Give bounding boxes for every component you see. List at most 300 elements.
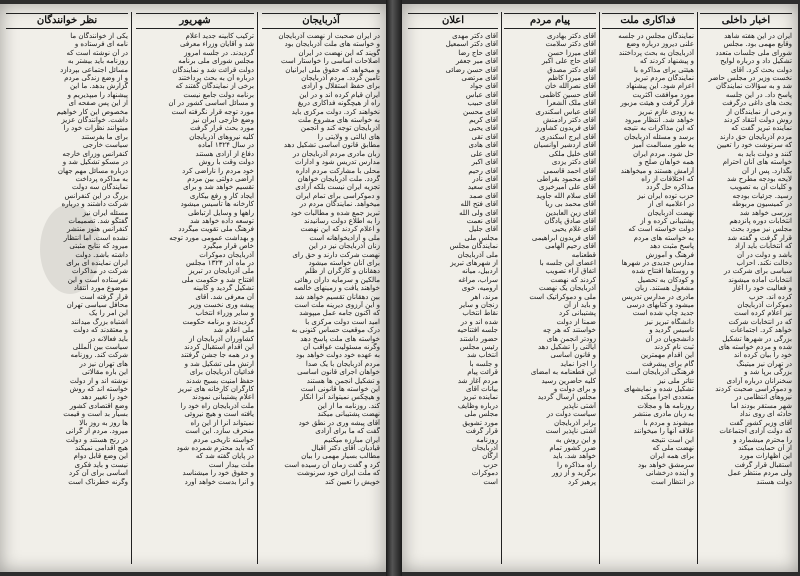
text-line: این خواسته ها قانونی است bbox=[300, 385, 380, 394]
text-line: خویش را تعیین کند bbox=[325, 477, 380, 486]
column-rule bbox=[131, 12, 132, 564]
text-line: دولت بحث کرد. آقای bbox=[731, 65, 792, 74]
text-line: در سال ۱۳۲۴ آماده bbox=[198, 141, 254, 150]
text-line: آقای زین العابدین bbox=[545, 208, 596, 217]
text-line: سیاست خارجی bbox=[82, 141, 128, 150]
text-line: آقای حسن رضائی bbox=[445, 65, 498, 74]
text-line: پاسخ داد. در این جلسه bbox=[725, 90, 792, 99]
text-line: مالکین و سرمایه داران رهائی bbox=[294, 275, 380, 284]
text-line: آقای دکتر اسمعیل bbox=[445, 40, 498, 49]
text-line: از شهرهای تبریز bbox=[450, 258, 498, 267]
text-line: گفتگو شد. تصمیمات bbox=[68, 216, 128, 225]
text-line: این باره مقالاتی bbox=[82, 368, 128, 377]
text-line: نماینده تبریز bbox=[462, 393, 498, 402]
text-line: کند. روزنامه ما از این bbox=[317, 401, 380, 410]
text-line: داشت. خوانندگان عزیز bbox=[61, 116, 128, 125]
text-line: پرهیز کرد bbox=[567, 477, 596, 486]
text-line: همه خواهان صلح و bbox=[638, 158, 694, 167]
text-line: مسائل اجتماعی بپردازد bbox=[60, 65, 128, 74]
text-line: شده و مردم خواسته های bbox=[718, 343, 792, 352]
text-line: زنجان و سایر bbox=[459, 301, 498, 309]
text-line: آقای رحیم الهامی bbox=[545, 242, 596, 251]
text-line: ایران مبارزه میکنیم bbox=[323, 435, 380, 444]
text-line: ملت آذربایجان راه خود را bbox=[180, 401, 254, 410]
text-line: نهضت پشتیبانی میکند bbox=[317, 410, 380, 419]
text-line: و بهداشت عمومی مورد توجه bbox=[169, 233, 254, 242]
text-line: برسد و مسئله آذربایجان bbox=[624, 132, 694, 141]
text-line: بسیار بد است و قیمت bbox=[63, 410, 128, 419]
text-line: که در انتخابات شرکت bbox=[728, 317, 792, 326]
right-col-3 bbox=[504, 10, 596, 566]
text-line: خواسته تاریخی مردم bbox=[193, 435, 254, 444]
text-line: قیادیان. آقای دکتر اقبال bbox=[311, 443, 380, 452]
text-line: پیشه وری نخست وزیر bbox=[188, 301, 254, 309]
text-line: و از وضع زندگی مردم bbox=[64, 74, 128, 83]
text-line: شد و به سؤالات نمایندگان bbox=[716, 82, 792, 91]
text-line: مرند، اهر bbox=[470, 292, 498, 301]
text-line: آقای احمد قاسمی bbox=[543, 166, 596, 175]
text-line: رسید. جزئیات بودجه bbox=[732, 191, 792, 200]
text-line: مخصوص این کار خواهیم bbox=[56, 107, 128, 116]
text-line: میرود. مردم از گرانی bbox=[65, 427, 128, 436]
text-line: مادری در مدارس تدریس bbox=[621, 292, 694, 301]
text-line: آذربایجان دموکرات bbox=[199, 250, 254, 259]
text-line: آقای حسین کاظمی bbox=[539, 90, 596, 99]
text-line: تبریز جمع شده و مطالبات خود bbox=[290, 208, 380, 217]
column-rule bbox=[697, 12, 698, 564]
text-line: و قانون اساسی bbox=[550, 351, 596, 360]
text-line: قرار گرفت bbox=[465, 427, 498, 436]
text-line: قطعنامه bbox=[571, 250, 596, 259]
book-gutter bbox=[386, 0, 402, 576]
text-line: شورای ملی جلسات متعدد bbox=[715, 48, 792, 57]
text-line: لایحه بودجه مطرح شد bbox=[726, 174, 792, 183]
text-line: بزرگی برپا شد و bbox=[744, 368, 792, 377]
text-line: مورد بحث قرار گرفت bbox=[190, 124, 254, 133]
text-line: درباره وظایف bbox=[457, 401, 498, 410]
text-line: حضور داشتند bbox=[459, 334, 498, 343]
text-line: برای حفظ استقلال و آزادی bbox=[301, 82, 380, 91]
text-line: کنفرانس وزرای خارجه bbox=[62, 149, 128, 158]
text-line: ملی و دموکراتیک است bbox=[529, 292, 596, 301]
text-line: که انتخابات باید آزاد bbox=[734, 242, 792, 251]
text-line: گردیدند. در جلسه امروز bbox=[184, 48, 254, 57]
text-line: که ملت ایران خود سرنوشت bbox=[297, 469, 380, 478]
text-line: تاسیس گردید و bbox=[649, 326, 694, 335]
text-line: نشده است. اما انتظار bbox=[63, 233, 128, 242]
text-line: و برخی از نمایندگان از bbox=[726, 107, 792, 116]
text-line: گام برای پیشرفت bbox=[642, 359, 694, 368]
text-line: کشاورزان آذربایجان از bbox=[189, 334, 254, 343]
text-line: حادثه ای روی نداد bbox=[739, 410, 792, 419]
column-heading: شهریور bbox=[136, 13, 254, 29]
text-line: خواهند یافت و زمینهای خالصه bbox=[293, 284, 380, 293]
column-heading: پیام مردم bbox=[504, 13, 596, 29]
text-line: آقای جواد bbox=[469, 82, 498, 91]
text-line: است bbox=[483, 477, 498, 486]
column-rule bbox=[501, 12, 502, 564]
text-line: ولی مردم منتظر عمل bbox=[727, 469, 792, 478]
text-line: وضع خارجی ایران نیز bbox=[191, 116, 254, 125]
text-line: راه از هیچگونه فداکاری دریغ bbox=[297, 99, 380, 108]
text-line: خواستند که هر چه bbox=[542, 326, 596, 335]
text-line: ضرر کشور تمام bbox=[549, 443, 596, 452]
column-rule bbox=[599, 12, 600, 564]
text-line: اراضی دولتی بین مردم bbox=[187, 174, 254, 183]
text-line: نامه ای فرستاده و bbox=[74, 40, 128, 49]
text-line: مردم آغاز شد bbox=[457, 376, 498, 385]
text-line: مسئله ایران نیز bbox=[82, 208, 128, 217]
text-line: منحرف سازد. این است bbox=[185, 427, 254, 436]
text-line: مطابق قانون اساسی تشکیل دهد bbox=[283, 141, 380, 150]
text-line: میخواهد. نمایندگان مردم در bbox=[299, 200, 380, 209]
text-line: استقبال قرار گرفت bbox=[734, 460, 792, 469]
text-line: اعلام پشتیبانی نمودند bbox=[192, 393, 254, 402]
text-line: میتوانند نظرات خود را bbox=[63, 124, 128, 133]
text-line: روزنامه bbox=[476, 435, 498, 444]
text-line: میشود و کتابهای درسی bbox=[626, 301, 694, 309]
text-line: خواهان اجرای قانون اساسی bbox=[297, 368, 380, 377]
text-line: محلی با مشارکت مردم اداره bbox=[295, 166, 380, 175]
text-line: برنامه دولت جامع نیست bbox=[183, 90, 254, 99]
text-line: فرهنگی آذربایجان است bbox=[625, 368, 694, 377]
text-line: آقای دکتر مهدی bbox=[452, 32, 498, 40]
text-line: آقای دکتر مصدق bbox=[547, 65, 596, 74]
text-line: حزب توده ایران نیز bbox=[637, 191, 694, 200]
text-line: کارخانه ها تاسیس میشود bbox=[180, 200, 254, 209]
text-line: از آن حمایت میکند bbox=[738, 443, 792, 452]
text-line: ایالتی را تشکیل دهد bbox=[537, 343, 596, 352]
text-line: حزب bbox=[483, 460, 498, 469]
text-line: آقای فتح الله bbox=[460, 200, 498, 209]
text-line: و میخواهد که حقوق ملی ایرانیان bbox=[285, 65, 380, 74]
text-line: فرهنگ ملی تقویت میگردد bbox=[178, 225, 254, 234]
text-line: این اظهارات مورد bbox=[739, 452, 792, 461]
text-line: آقای مرتضی bbox=[461, 74, 498, 83]
text-line: وگرنه مسئولیت عواقب آن bbox=[303, 343, 380, 352]
text-line: گردد. ملت آذربایجان خواهان bbox=[297, 174, 380, 183]
text-line: فدائیان آذربایجان برای bbox=[189, 368, 254, 377]
text-line: خواهد شد. باید bbox=[552, 452, 596, 461]
text-line: قرار گرفت و هیئت مزبور bbox=[620, 99, 694, 108]
text-line: مورد موافقت اکثریت bbox=[632, 90, 694, 99]
text-line: روش دولت انتقاد کردند bbox=[723, 116, 792, 125]
text-line: آرامش هستند و میخواهند bbox=[620, 166, 694, 175]
text-line: آقای دکتر بهادری bbox=[546, 32, 596, 40]
text-line: درک موقعیت حساس کنونی به bbox=[291, 326, 380, 335]
text-line: راهها و وسایل ارتباطی bbox=[188, 208, 254, 217]
text-line: و روستاها افتتاح شده bbox=[631, 267, 694, 276]
text-line: مشغول هستند. زبان bbox=[634, 284, 694, 293]
text-line: دفاع از آزادی هستند bbox=[195, 149, 254, 158]
column-heading: نظر خوانندگان bbox=[6, 13, 128, 29]
text-line: قرار گرفته است bbox=[79, 292, 128, 301]
text-line: این است نتیجه bbox=[651, 435, 694, 444]
text-line: خواهد کرد. اجتماعات bbox=[730, 326, 792, 335]
text-line: خود را تغییر دهد bbox=[81, 393, 128, 402]
text-line: دخالت نکند. احزاب bbox=[736, 258, 792, 267]
text-line: شد و آقایان وزراء معرفی bbox=[179, 40, 254, 49]
text-line: و دموکراسی صحبت کردند bbox=[715, 385, 792, 394]
text-line: به طور مسالمت آمیز bbox=[632, 141, 694, 150]
text-line: ارومیه، خوی bbox=[461, 284, 498, 293]
text-line: پیشنهاد را میپذیریم و bbox=[67, 90, 128, 99]
text-line: مورد تشویق bbox=[462, 418, 498, 427]
text-line: آقای حبیب bbox=[467, 99, 498, 108]
text-line: تقسیم خواهد شد و برای bbox=[183, 183, 254, 192]
text-line: خود را بیان کرده اند bbox=[733, 351, 792, 360]
text-line: ملت بیدار است bbox=[208, 460, 254, 469]
text-line: و آنرا بدست خواهد آورد bbox=[184, 477, 254, 486]
text-line: و مسائل اساسی کشور در آن bbox=[168, 99, 254, 108]
text-line: در آن نوشته است که bbox=[66, 48, 128, 57]
text-line: این وضع قابل دوام bbox=[73, 452, 128, 461]
text-line: تشکیل داد و درباره لوایح bbox=[720, 57, 792, 66]
text-line: برابر آذربایجان bbox=[553, 418, 596, 427]
text-line: آقای نادر bbox=[472, 174, 498, 183]
text-line: آقای حاج رضا bbox=[458, 48, 498, 57]
column-heading: فداکاری ملت bbox=[602, 13, 694, 29]
text-line: مردم آذربایجان با یک صدا bbox=[305, 359, 380, 368]
text-line: پاسخ مثبت دهد bbox=[649, 242, 694, 251]
text-line: روزنامه ها و مجلات bbox=[637, 401, 694, 410]
text-line: گویند که این نهضت در ایران bbox=[298, 48, 380, 57]
text-line: آقای علی bbox=[470, 149, 498, 158]
text-line: آقای رحیم bbox=[468, 166, 498, 175]
text-line: نمایندگان مردم تبریز bbox=[634, 74, 694, 83]
text-line: و کودکان به تحصیل bbox=[637, 275, 694, 284]
text-line: آقای هادی bbox=[468, 141, 498, 150]
text-line: کلیه نیروهای آذربایجان bbox=[189, 132, 254, 141]
left-col-1 bbox=[262, 10, 380, 566]
text-line: و حقوق خود را میشناسد bbox=[182, 469, 254, 478]
text-line: بین دهقانان تقسیم خواهد شد bbox=[294, 292, 380, 301]
text-line: این اقدام مهمترین bbox=[640, 351, 694, 360]
text-line: آقای فریدون ابراهیمی bbox=[531, 233, 596, 242]
text-line: و آینده درخشانی bbox=[645, 469, 694, 478]
text-line: ملی آذربایجان bbox=[457, 250, 498, 259]
text-line: آقای محمد بی ریا bbox=[545, 200, 596, 209]
text-line: یکی از خوانندگان ما bbox=[70, 32, 128, 40]
text-line: بزرگ در این کنفرانس bbox=[64, 191, 128, 200]
text-line: آقای صمد bbox=[469, 191, 498, 200]
text-line: جلسه افتتاحیه bbox=[457, 326, 498, 335]
text-line: مجلس شورای ملی برنامه bbox=[178, 57, 254, 66]
text-line: شهر مستقر بودند اما bbox=[730, 401, 792, 410]
text-line: آقای حاج علی اکبر bbox=[541, 57, 596, 66]
text-line: در ایران صحبت از نهضت آذربایجان bbox=[278, 32, 380, 40]
text-line: باید فعالانه در bbox=[88, 334, 128, 343]
text-line: ملی و آزادیخواهانه است bbox=[309, 233, 380, 242]
text-line: محافل سیاسی تهران bbox=[66, 301, 128, 309]
text-line: سراب، مراغه bbox=[458, 275, 498, 284]
text-line: زودتر انجمن های bbox=[546, 334, 596, 343]
text-line: و هیچکس نمیتواند آنرا انکار bbox=[300, 393, 380, 402]
text-line: قرائت پیام bbox=[467, 368, 498, 377]
text-line: نخواهند کرد. دولت مرکزی باید bbox=[291, 107, 380, 116]
text-line: دولت هستند bbox=[756, 477, 792, 486]
text-line: زبان مادری مردم آذربایجان در bbox=[292, 149, 380, 158]
text-line: در ماه آذر ۱۳۲۴ مجلس bbox=[186, 258, 254, 267]
text-line: هیچ اقدامی نمیکند bbox=[74, 443, 128, 452]
text-line: آقای کریم bbox=[469, 116, 498, 125]
text-line: آشتی ناپذیر bbox=[562, 401, 596, 410]
text-line: آذربایجان bbox=[471, 443, 498, 452]
text-line: مدارس جدیدی در شهرها bbox=[621, 258, 694, 267]
text-line: اصلاحات اساسی را خواستار است bbox=[280, 57, 380, 66]
text-line: آقای یحیی bbox=[468, 124, 498, 133]
text-line: آقای نعمت bbox=[466, 216, 498, 225]
right-col-1 bbox=[700, 10, 792, 566]
text-line: جدید چاپ شده است bbox=[632, 309, 694, 318]
text-line: را به اطلاع دولت رسانیدند bbox=[303, 216, 380, 225]
text-line: ارگان bbox=[482, 452, 498, 461]
text-line: زنان آذربایجان نیز در این bbox=[308, 242, 380, 251]
text-line: آقای سلام الله جاوید bbox=[536, 191, 596, 200]
text-line: در انتظار است bbox=[651, 477, 694, 486]
text-line: نمایندگان مجلس bbox=[449, 242, 498, 251]
column-heading: آذربایجان bbox=[262, 13, 380, 29]
text-line: آقای خلیل ملکی bbox=[548, 149, 596, 158]
text-line: میشوند و مردم با bbox=[643, 418, 694, 427]
text-line: رئیس مجلس bbox=[459, 343, 498, 352]
text-line: و اعلام کردند که این نهضت bbox=[300, 225, 380, 234]
text-line: و این روش به bbox=[555, 435, 596, 444]
text-line: در کمیسیون مربوطه bbox=[731, 200, 792, 209]
text-line: اردبیل، میانه bbox=[462, 267, 498, 276]
text-line: موضوع مورد انتقاد bbox=[73, 284, 128, 293]
text-line: به مذاکره پرداخت bbox=[75, 174, 128, 183]
text-line: های تهران نیز در bbox=[79, 359, 128, 368]
text-line: بزرگی در شهرها تشکیل bbox=[722, 334, 792, 343]
text-line: برای آنان خواسته میشود bbox=[308, 258, 380, 267]
text-line: نوشته اند و از دولت bbox=[70, 376, 128, 385]
text-line: کلیه حاضرین رسید bbox=[541, 376, 596, 385]
text-line: ملی آذربایجان در تبریز bbox=[188, 267, 254, 276]
text-line: آقای دکتر یزدی bbox=[551, 158, 596, 167]
text-line: که دولت آزادی اجتماعات bbox=[719, 427, 792, 436]
left-col-2 bbox=[136, 10, 254, 566]
text-line: سیاست بین المللی bbox=[72, 343, 128, 352]
text-line: علنی دیروز درباره وضع bbox=[626, 40, 694, 49]
text-line: که اکنون جامه عمل میپوشد bbox=[299, 309, 380, 318]
text-line: هیئتی برای مذاکره با bbox=[633, 65, 694, 74]
text-line: خواسته اند که روش bbox=[69, 385, 128, 394]
text-line: برای ما بفرستند bbox=[81, 132, 128, 141]
text-line: از این پس صفحه ای bbox=[68, 99, 128, 108]
text-line: باشد و دولت در آن bbox=[737, 250, 792, 259]
text-line: های ایالتی و ولایتی را bbox=[317, 132, 380, 141]
text-line: سیاست دولت در bbox=[546, 410, 596, 419]
text-line: خواسته های ملت پاسخ دهد bbox=[300, 334, 380, 343]
text-line: آقای دکتر رادمنش bbox=[542, 116, 596, 125]
text-line: آقای نصرالله خان bbox=[545, 82, 596, 91]
text-line: ثبت نام کردند bbox=[654, 343, 694, 352]
text-line: مجلس ملی bbox=[464, 410, 498, 419]
text-line: آقای وزیر کشور گفت bbox=[729, 418, 792, 427]
text-line: کنند و دولت باید به bbox=[737, 149, 792, 158]
text-line: گردیدند و برنامه حکومت bbox=[182, 317, 254, 326]
text-line: تئاتر ملی نیز bbox=[657, 376, 694, 385]
text-line: مردم آذربایجان حق دارند bbox=[719, 132, 792, 141]
text-line: نیز اعلام کرده است bbox=[734, 309, 792, 318]
text-line: راه مذاکره را bbox=[557, 460, 596, 469]
text-line: شرکت کند. روزنامه bbox=[70, 351, 128, 360]
text-line: دانشجویان در آن bbox=[645, 334, 694, 343]
text-line: نیروهای انتظامی در bbox=[734, 393, 792, 402]
text-line: آقای صادق پادگان bbox=[544, 216, 596, 225]
text-line: به زبان مادری منتشر bbox=[633, 410, 694, 419]
text-line: بررسی خواهد شد bbox=[739, 208, 792, 217]
text-line: مذاکره حل گردد bbox=[646, 183, 694, 192]
text-line: و این آرزوی دیرینه ملت است bbox=[294, 301, 380, 309]
text-line: را اجرا نماید bbox=[560, 359, 596, 368]
text-line: مجلس ارسال گردید bbox=[537, 393, 596, 402]
text-line: و برای دولت و bbox=[553, 385, 596, 394]
text-line: برخی از نمایندگان گفتند که bbox=[175, 82, 254, 91]
text-line: دولت قرائت شد و نمایندگان bbox=[172, 65, 254, 74]
text-line: کرد و گفت زمان آن رسیده است bbox=[284, 460, 380, 469]
text-line: کرده اند. حزب bbox=[748, 292, 792, 301]
text-line: درباره مسائل مهم جهان bbox=[57, 166, 128, 175]
text-line: افتتاح شد و حکومت ملی bbox=[181, 275, 254, 284]
text-line: ترکیب کابینه جدید اعلام bbox=[185, 32, 254, 40]
text-line: خواهد شد. انتظار میرود bbox=[624, 116, 694, 125]
text-line: و باید از آن bbox=[563, 301, 596, 309]
text-line: که اختلافات از راه bbox=[641, 174, 694, 183]
text-line: نقاط انتخاب bbox=[462, 309, 498, 318]
text-line: آقای میرزا کاظم bbox=[547, 74, 596, 83]
right-col-4 bbox=[408, 10, 498, 566]
text-line: تامین گردد. مردم آذربایجان bbox=[301, 74, 380, 83]
text-line: دموکرات bbox=[471, 469, 498, 478]
text-line: انتخابات دوره پانزدهم bbox=[729, 216, 792, 225]
text-line: نمایندگان مجلس در جلسه bbox=[618, 32, 694, 40]
text-line: آقای ولی الله bbox=[459, 208, 498, 217]
text-line: کردند که نهضت bbox=[550, 275, 596, 284]
text-line: و تشکیل انجمن ها هستند bbox=[306, 376, 380, 385]
text-line: و خواسته های ملت آذربایجان بود bbox=[284, 40, 380, 49]
text-line: مورد توجه قرار نگرفته است bbox=[171, 107, 254, 116]
text-line: آقای جلیل bbox=[468, 225, 498, 234]
text-line: ها روز به روز بالا bbox=[79, 418, 128, 427]
text-line: وضع اقتصادی کشور bbox=[69, 401, 128, 410]
text-line: سرمشق خواهد بود bbox=[638, 460, 694, 469]
text-line: پشتیبانی کرده و از bbox=[640, 216, 694, 225]
text-line: آذربایجان به بحث پرداختند bbox=[618, 48, 694, 57]
text-line: ایران در این هفته شاهد bbox=[724, 32, 792, 40]
text-line: مجلس ملی bbox=[464, 233, 498, 242]
text-line: اعزام شود. این پیشنهاد bbox=[626, 82, 694, 91]
text-line: قرار گرفت و گفته شد bbox=[727, 233, 792, 242]
text-line: متعددی اجرا میکند bbox=[640, 393, 694, 402]
left-page bbox=[0, 4, 386, 572]
text-line: آن معرفی شد. آقای bbox=[195, 292, 254, 301]
text-line: آقای علی امیرخیزی bbox=[538, 183, 596, 192]
text-line: و کلیات آن به تصویب bbox=[729, 183, 792, 192]
text-line: آقای عباس bbox=[465, 90, 498, 99]
text-line: آقای غلام یحیی bbox=[552, 225, 596, 234]
text-line: دموکرات آذربایجان bbox=[737, 301, 792, 309]
text-line: در مسکو تشکیل شد و bbox=[62, 158, 128, 167]
text-line: که باید محترم شمرده شود bbox=[176, 443, 254, 452]
text-line: علاقه آنها را میخوانند bbox=[633, 427, 694, 436]
text-line: آقای محمود بقراطی bbox=[536, 174, 596, 183]
text-line: در رنج هستند و دولت bbox=[66, 435, 128, 444]
text-line: اساسی برای آن کرد bbox=[69, 469, 128, 478]
text-line: دولت وقت با روش bbox=[198, 158, 254, 167]
text-line: دهقانان و کارگران از ظلم bbox=[305, 267, 380, 276]
